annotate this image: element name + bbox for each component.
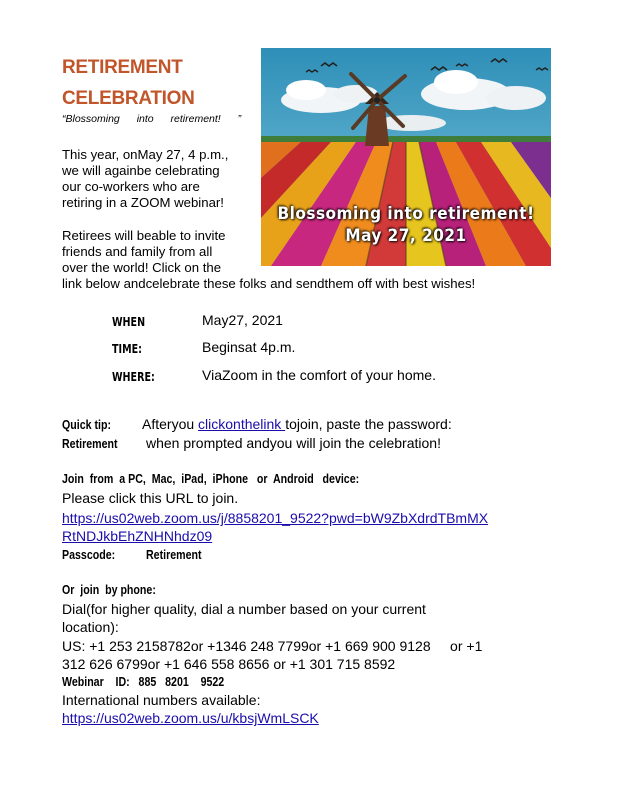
dial-line1: Dial(for higher quality, dial a number based on your current (62, 601, 426, 617)
page-title-line1: RETIREMENT (62, 57, 183, 78)
time-value: Beginsat 4p.m. (202, 339, 296, 355)
quick-tip-line2-text: when prompted andyou will join the celebration! (146, 435, 441, 451)
passcode-value: Retirement (146, 548, 202, 562)
intro-line: Retirees will beable to invite (62, 228, 226, 243)
join-instruction: Please click this URL to join. (62, 490, 239, 506)
intro-line: over the world! Click on the (62, 260, 222, 275)
phone-numbers-line2: 312 626 6799or +1 646 558 8656 or +1 301 715 8592 (62, 656, 396, 672)
dial-line2: location): (62, 619, 119, 635)
click-the-link[interactable]: clickonthelink (198, 416, 286, 432)
quick-tip-text: Afteryou (142, 416, 199, 432)
painting-caption-line1: Blossoming into retirement! (277, 204, 535, 224)
time-label: TIME: (112, 341, 142, 356)
intl-numbers-url[interactable]: https://us02web.zoom.us/u/kbsjWmLSCK (62, 710, 319, 726)
when-label: WHEN (112, 314, 146, 329)
intro-line: retiring in a ZOOM webinar! (62, 195, 224, 210)
phone-numbers-line1: US: +1 253 2158782or +1346 248 7799or +1 669 900 9128 or +1 (62, 638, 483, 654)
password-text: Retirement (62, 437, 118, 451)
quick-tip-label: Quick tip: (62, 418, 112, 432)
join-url-line2[interactable]: RtNDJkbEhZNHNhdz09 (62, 528, 213, 544)
quick-tip-line1 (62, 416, 452, 434)
intro-line: link below andcelebrate these folks and sendthem off with best wishes! (62, 276, 476, 291)
intro-line: our co-workers who are (62, 179, 200, 194)
webinar-id: Webinar ID: 885 8201 9522 (62, 675, 225, 689)
intro-line: we will againbe celebrating (62, 163, 220, 178)
quick-tip-text-after: tojoin, paste the password: (285, 416, 452, 432)
quick-tip-line2 (62, 435, 441, 453)
page-title-line2: CELEBRATION (62, 88, 195, 109)
where-value: ViaZoom in the comfort of your home. (202, 367, 436, 383)
when-value: May27, 2021 (202, 312, 283, 328)
subtitle: “Blossoming into retirement! ” (62, 113, 242, 125)
join-url-line1[interactable]: https://us02web.zoom.us/j/8858201_9522?pwd=bW9ZbXdrdTBmMX (62, 510, 489, 526)
intl-numbers-text: International numbers available: (62, 692, 261, 708)
join-pc-heading: Join from a PC, Mac, iPad, iPhone or Android device: (62, 472, 360, 486)
where-label: WHERE: (112, 369, 155, 384)
intro-line: This year, onMay 27, 4 p.m., (62, 147, 229, 162)
passcode-row (62, 546, 211, 564)
intro-line: friends and family from all (62, 244, 213, 259)
windmill-tulip-painting (261, 48, 551, 266)
join-phone-heading: Or join by phone: (62, 583, 156, 597)
painting-caption-line2: May 27, 2021 (345, 226, 467, 246)
passcode-label: Passcode: (62, 548, 116, 562)
